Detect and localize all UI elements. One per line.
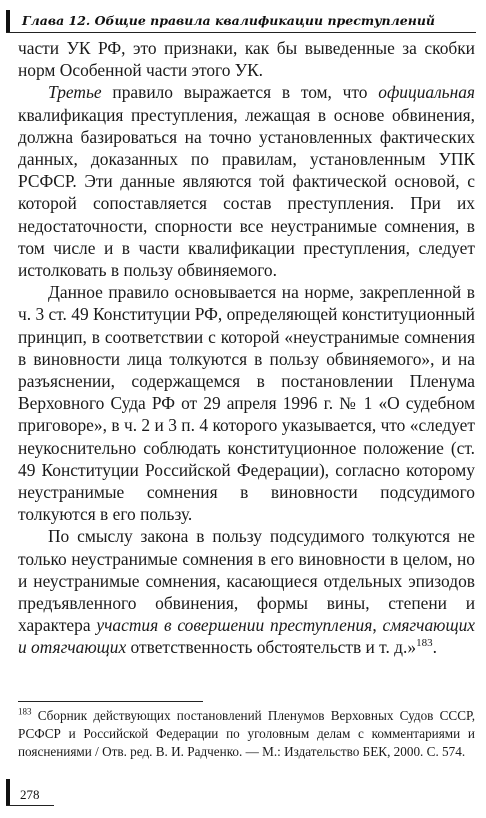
footnote bbox=[18, 707, 475, 761]
paragraph-law-meaning bbox=[18, 525, 475, 658]
emphasis-third: Третье bbox=[48, 82, 102, 103]
paragraph-continued bbox=[18, 37, 475, 81]
paragraph-third-rule bbox=[18, 81, 475, 281]
emphasis-circumstances: смягчающих и отягчающих bbox=[18, 615, 475, 658]
header-marker-bar bbox=[6, 10, 10, 32]
emphasis-official: официальная bbox=[378, 82, 475, 103]
paragraph-text: части УК РФ, это признаки, как бы выведенные за скобки норм Особенной части этого УК. bbox=[18, 38, 475, 81]
main-text bbox=[18, 37, 475, 659]
paragraph-constitution bbox=[18, 281, 475, 525]
emphasis-participation: участия в совершении преступления bbox=[96, 615, 373, 636]
footnote-number: 183 bbox=[18, 706, 32, 717]
footnote-divider bbox=[18, 701, 203, 702]
paragraph-text: ответственность обстоятельств и т. д.» bbox=[126, 637, 417, 658]
page-number-marker-bar bbox=[6, 779, 10, 805]
paragraph-text: Данное правило основывается на норме, закрепленной в ч. 3 ст. 49 Конституции РФ, определяющей конституционный принцип, в соответствии с которой «неустранимые сомнения в виновности лица толкуются в пользу обвиняемого», и на разъяснении, содержащемся в постановлении Пленума Верховного Суда РФ от 29 апреля 1996 г. № 1 «О судебном приговоре», в ч. 2 и 3 п. 4 которого указывается, что «следует неукоснительно соблюдать конституционное положение (ст. 49 Конституции Российской Федерации), согласно которому неустранимые сомнения в виновности подсудимого толкуются в его пользу. bbox=[18, 282, 475, 525]
paragraph-text: правило выражается в том, что bbox=[101, 82, 379, 103]
page-number-rule bbox=[6, 805, 54, 806]
sentence-period: . bbox=[432, 637, 437, 658]
paragraph-text: , bbox=[372, 615, 383, 636]
running-header bbox=[6, 6, 476, 33]
footnote-reference[interactable]: 183 bbox=[416, 637, 433, 650]
chapter-title: Глава 12. Общие правила квалификации преступлений bbox=[22, 13, 436, 28]
paragraph-text: квалификация преступления, лежащая в основе обвинения, должна базироваться на точно установленных фактических данных, доказанных по правилам, установленным УПК РСФСР. Эти данные являются той фактической основой, с которой сопоставляется состав преступления. При их недостаточности, спорности все неустранимые сомнения, в том числе и в части квалификации преступления, следует истолковать в пользу обвиняемого. bbox=[18, 104, 475, 281]
page-number: 278 bbox=[20, 787, 40, 802]
paragraph-text: По смыслу закона в пользу подсудимого толкуются не только неустранимые сомнения в его виновности в целом, но и неустранимые сомнения, касающиеся отдельных эпизодов предъявленного обвинения, формы вины, степени и характера bbox=[18, 526, 475, 636]
footnote-text: Сборник действующих постановлений Пленумов Верховных Судов СССР, РСФСР и Российской Федерации по уголовным делам с комментариями и пояснениями / Отв. ред. В. И. Радченко. — М.: Издательство БЕК, 2000. С. 574. bbox=[18, 708, 475, 759]
